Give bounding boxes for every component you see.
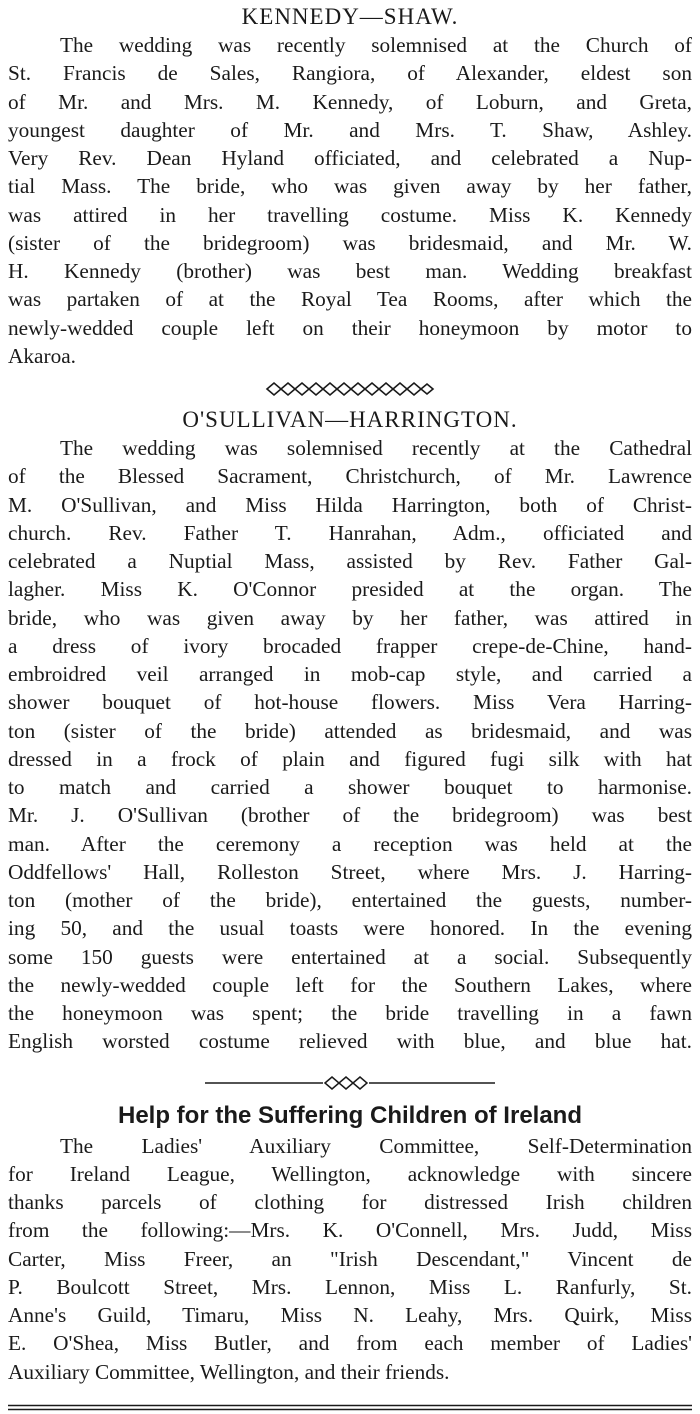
text-line: shower bouquet of hot-house flowers. Miss Vera Harring-	[8, 690, 692, 715]
text-line: Anne's Guild, Timaru, Miss N. Leahy, Mrs. Quirk, Miss	[8, 1303, 692, 1327]
text-line: was attired in her travelling costume. Miss K. Kennedy	[8, 202, 692, 227]
text-line: (sister of the bridegroom) was bridesmaid, and Mr. W.	[8, 230, 692, 255]
text-line: E. O'Shea, Miss Butler, and from each member of Ladies'	[8, 1331, 692, 1356]
text-line: ton (mother of the bride), entertained the guests, number-	[8, 888, 692, 912]
text-line: Akaroa.	[8, 343, 76, 368]
text-line: Auxiliary Committee, Wellington, and their friends.	[8, 1359, 450, 1384]
rule-with-diamonds-icon	[205, 1073, 495, 1093]
text-line: H. Kennedy (brother) was best man. Wedding breakfast	[8, 259, 692, 283]
text-line: was partaken of at the Royal Tea Rooms, after which the	[8, 287, 692, 312]
text-line: embroidred veil arranged in mob-cap style, and carried a	[8, 662, 692, 686]
text-line: from the following:—Mrs. K. O'Connell, Mrs. Judd, Miss	[8, 1218, 692, 1243]
text-line: The Ladies' Auxiliary Committee, Self-Determination	[60, 1133, 692, 1158]
text-line: for Ireland League, Wellington, acknowledge with sincere	[8, 1161, 692, 1186]
text-line: of Mr. and Mrs. M. Kennedy, of Loburn, and Greta,	[8, 89, 692, 114]
text-line: man. After the ceremony a reception was held at the	[8, 831, 692, 856]
text-line: ing 50, and the usual toasts were honored. In the evening	[8, 916, 692, 941]
article-osullivan-harrington	[8, 406, 692, 1056]
text-line: ton (sister of the bride) attended as bridesmaid, and was	[8, 718, 692, 743]
text-line: Mr. J. O'Sullivan (brother of the bridegroom) was best	[8, 803, 692, 828]
text-line: celebrated a Nuptial Mass, assisted by Rev. Father Gal-	[8, 549, 692, 573]
text-line: tial Mass. The bride, who was given away by her father,	[8, 174, 692, 199]
text-line: The wedding was solemnised recently at the Cathedral	[60, 436, 692, 460]
article-title: O'SULLIVAN—HARRINGTON.	[182, 407, 518, 432]
text-line: The wedding was recently solemnised at the Church of	[60, 33, 692, 57]
article-help-children-ireland	[8, 1100, 692, 1386]
text-line: youngest daughter of Mr. and Mrs. T. Shaw, Ashley.	[8, 117, 692, 142]
text-line: lagher. Miss K. O'Connor presided at the organ. The	[8, 577, 692, 602]
text-line: dressed in a frock of plain and figured fugi silk with hat	[8, 746, 692, 771]
text-line: Very Rev. Dean Hyland officiated, and celebrated a Nup-	[8, 146, 692, 170]
article-body	[8, 1132, 692, 1386]
double-rule-divider	[8, 1404, 692, 1412]
text-line: newly-wedded couple left on their honeymoon by motor to	[8, 315, 692, 340]
text-line: church. Rev. Father T. Hanrahan, Adm., officiated and	[8, 520, 692, 545]
newspaper-column	[8, 0, 692, 1386]
text-line: M. O'Sullivan, and Miss Hilda Harrington, both of Christ-	[8, 492, 692, 517]
text-line: Oddfellows' Hall, Rolleston Street, where Mrs. J. Harring-	[8, 859, 692, 884]
text-line: to match and carried a shower bouquet to harmonise.	[8, 775, 692, 799]
text-line: a dress of ivory brocaded frapper crepe-de-Chine, hand-	[8, 633, 692, 658]
diamond-chain-icon	[265, 379, 435, 399]
text-line: the honeymoon was spent; the bride travelling in a fawn	[8, 1001, 692, 1025]
text-line: English worsted costume relieved with blue, and blue hat.	[8, 1029, 692, 1054]
rule-ornament-divider	[8, 1068, 692, 1098]
text-line: bride, who was given away by her father, was attired in	[8, 605, 692, 630]
article-kennedy-shaw	[8, 0, 692, 370]
article-title: KENNEDY—SHAW.	[241, 4, 459, 29]
article-body	[8, 434, 692, 1056]
text-line: thanks parcels of clothing for distressed Irish children	[8, 1190, 692, 1214]
article-body	[8, 31, 692, 370]
text-line: of the Blessed Sacrament, Christchurch, of Mr. Lawrence	[8, 464, 692, 489]
text-line: some 150 guests were entertained at a social. Subsequently	[8, 944, 692, 969]
text-line: the newly-wedded couple left for the Southern Lakes, where	[8, 972, 692, 997]
diamond-ornament-divider	[8, 374, 692, 404]
article-title: Help for the Suffering Children of Ireland	[117, 1101, 582, 1129]
text-line: Carter, Miss Freer, an "Irish Descendant," Vincent de	[8, 1246, 692, 1271]
text-line: P. Boulcott Street, Mrs. Lennon, Miss L. Ranfurly, St.	[8, 1274, 692, 1299]
text-line: St. Francis de Sales, Rangiora, of Alexander, eldest son	[8, 61, 692, 86]
